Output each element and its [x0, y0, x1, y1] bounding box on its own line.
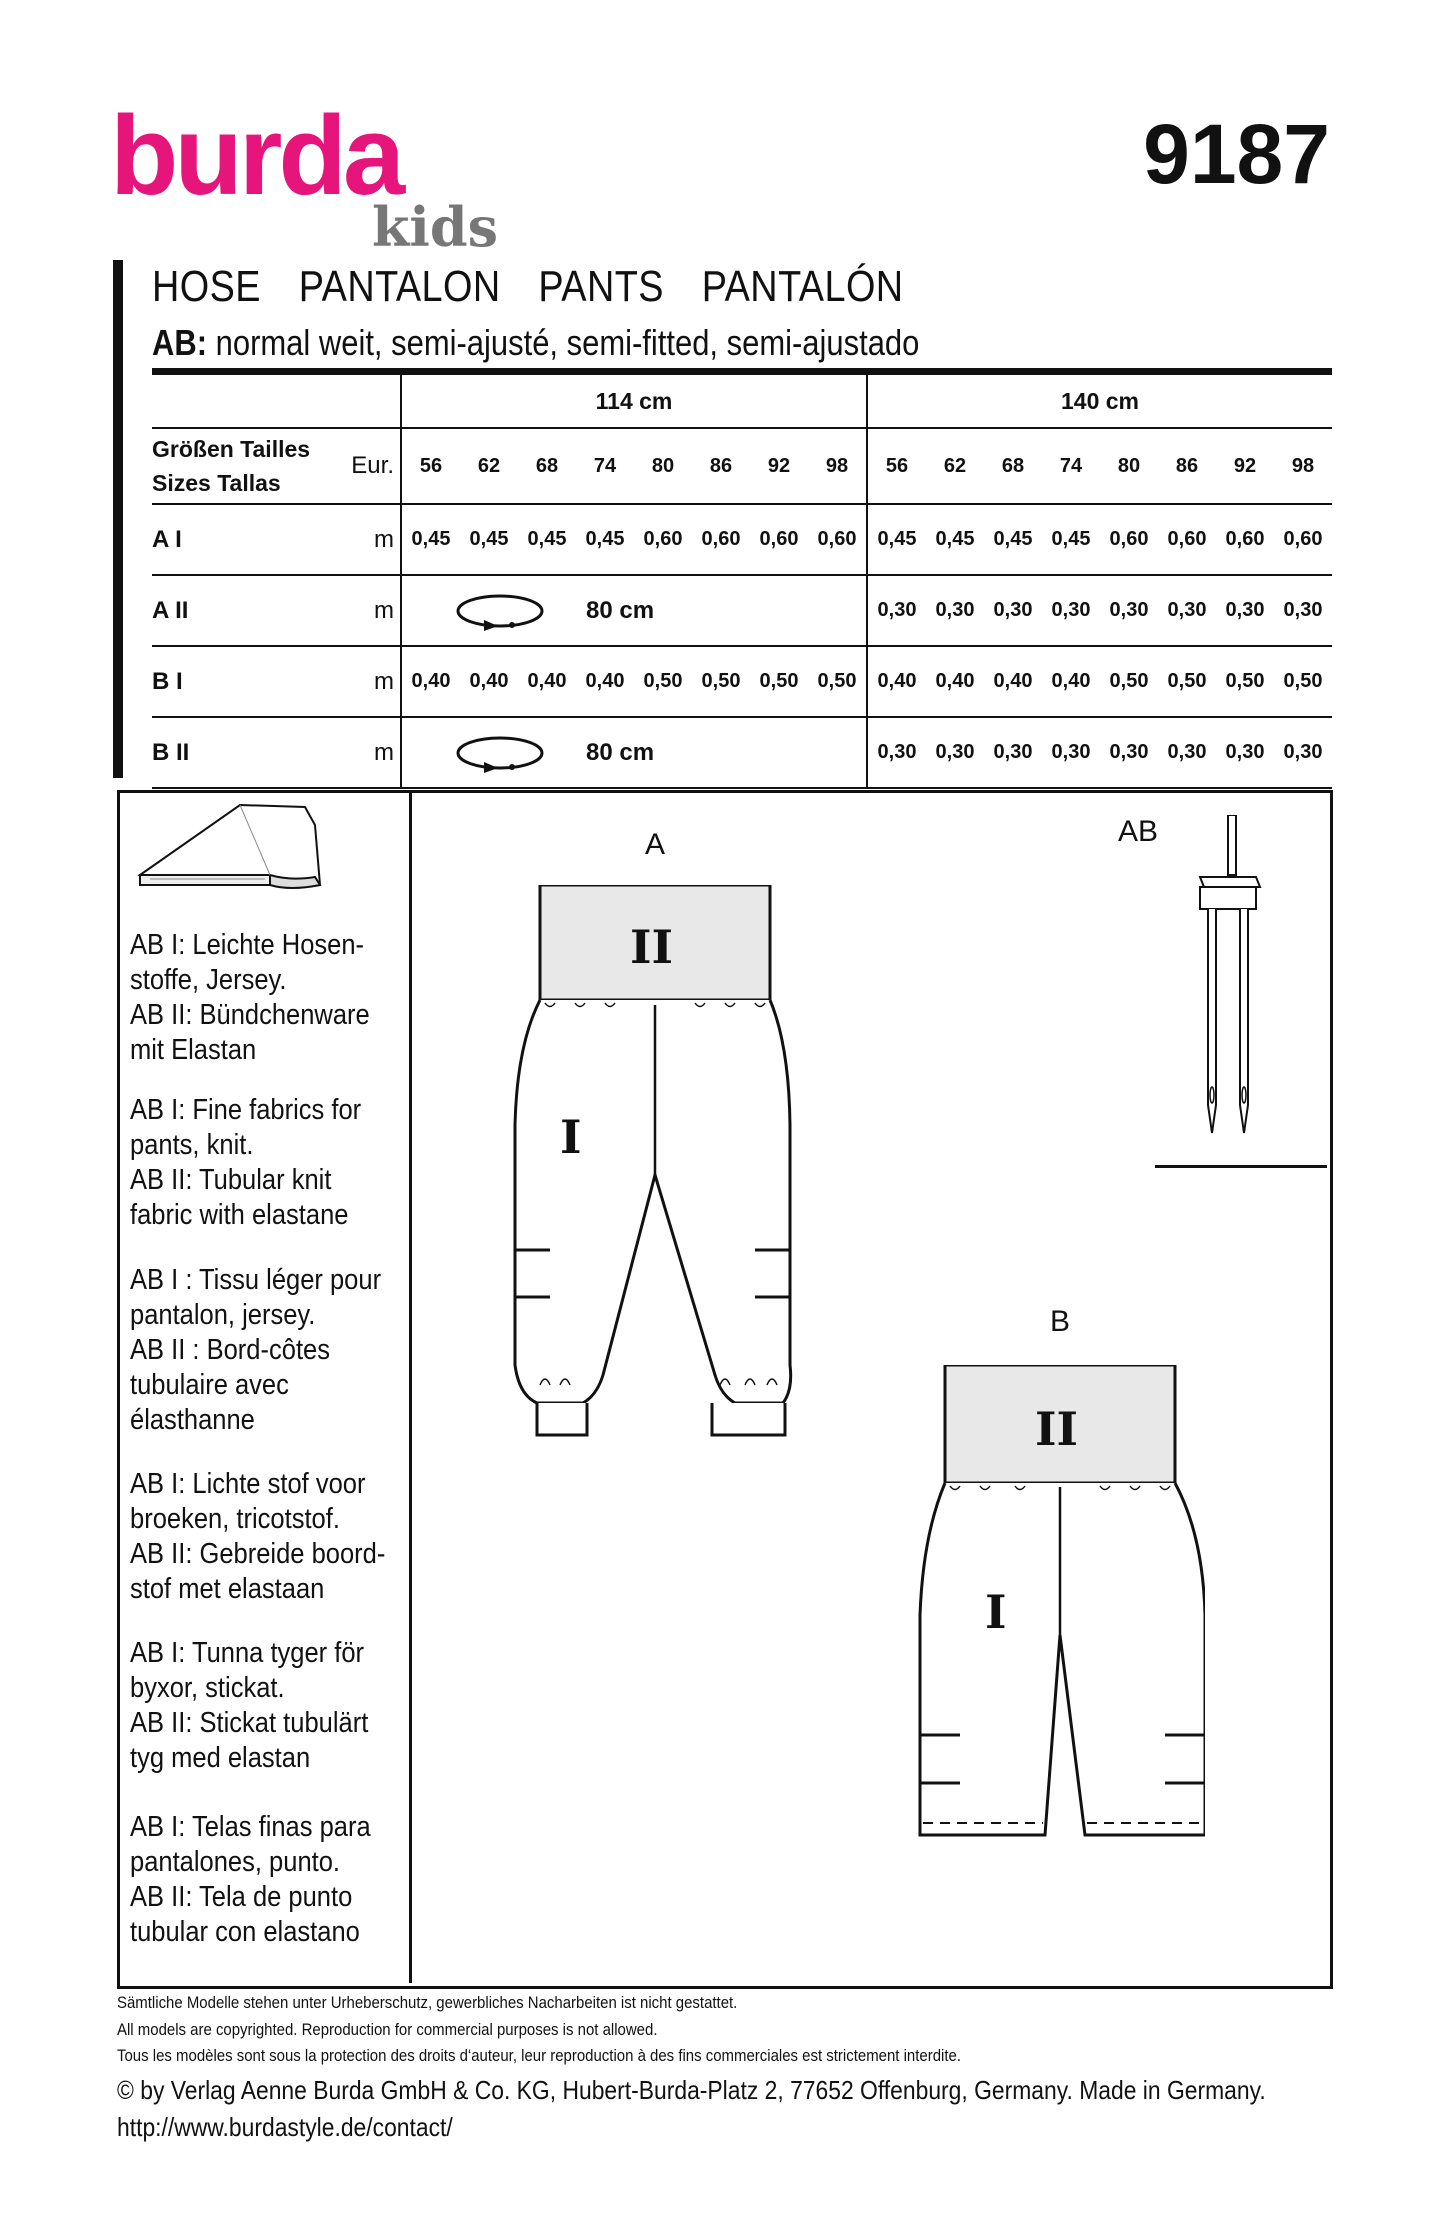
size-cell: 92 — [750, 428, 808, 504]
desc-line: tubulaire avec — [130, 1369, 289, 1401]
desc-line: AB I: Fine fabrics for — [130, 1094, 362, 1126]
value-cell: 0,60 — [1216, 504, 1274, 575]
value-cell: 0,40 — [460, 646, 518, 717]
publisher-info: © by Verlag Aenne Burda GmbH & Co. KG, Hubert-Burda-Platz 2, 77652 Offenburg, Germany. Made in Germany. — [117, 2075, 1266, 2105]
desc-line: AB I: Leichte Hosen- — [130, 929, 365, 961]
desc-line: AB II: Bündchenware — [130, 999, 370, 1031]
row-unit: m — [338, 575, 401, 646]
value-cell: 0,30 — [1274, 717, 1332, 788]
piece-b-ii: II — [1035, 1402, 1079, 1456]
value-cell: 0,40 — [576, 646, 634, 717]
fabric-desc-de — [130, 928, 376, 1068]
sizes-label — [152, 428, 338, 504]
value-cell: 0,50 — [750, 646, 808, 717]
desc-line: pantalon, jersey. — [130, 1299, 316, 1331]
value-cell: 0,30 — [926, 575, 984, 646]
value-cell: 0,50 — [1274, 646, 1332, 717]
size-cell: 56 — [867, 428, 926, 504]
value-cell: 0,30 — [1158, 717, 1216, 788]
row-label: B I — [152, 646, 338, 717]
tubular-width: 80 cm — [586, 738, 655, 766]
value-cell: 0,45 — [460, 504, 518, 575]
value-cell: 0,30 — [1158, 575, 1216, 646]
value-cell: 0,60 — [750, 504, 808, 575]
desc-line: AB I: Lichte stof voor — [130, 1468, 366, 1500]
size-cell: 98 — [808, 428, 867, 504]
size-cell: 86 — [692, 428, 750, 504]
value-cell: 0,40 — [867, 646, 926, 717]
table-row — [152, 646, 1332, 717]
desc-line: AB I: Tunna tyger för — [130, 1637, 365, 1669]
desc-line: AB II : Bord-côtes — [130, 1334, 330, 1366]
value-cell: 0,30 — [1042, 575, 1100, 646]
width-140: 140 cm — [867, 372, 1332, 429]
desc-line: tyg med elastan — [130, 1742, 311, 1774]
desc-line: élasthanne — [130, 1404, 255, 1436]
title-fr: PANTALON — [298, 262, 501, 311]
table-corner — [152, 372, 401, 429]
desc-line: pantalones, punto. — [130, 1846, 341, 1878]
page-title — [152, 262, 941, 312]
sizes-label-1: Größen Tailles — [152, 436, 311, 462]
value-cell: 0,45 — [518, 504, 576, 575]
table-width-header — [152, 372, 1332, 429]
value-cell: 0,45 — [984, 504, 1042, 575]
value-cell: 0,60 — [1100, 504, 1158, 575]
value-cell: 0,50 — [1100, 646, 1158, 717]
table-size-header — [152, 428, 1332, 504]
size-cell: 68 — [984, 428, 1042, 504]
desc-line: mit Elastan — [130, 1034, 257, 1066]
row-unit: m — [338, 646, 401, 717]
value-cell: 0,50 — [634, 646, 692, 717]
fabric-desc-fr — [130, 1263, 382, 1438]
size-cell: 86 — [1158, 428, 1216, 504]
value-cell: 0,30 — [1100, 717, 1158, 788]
desc-line: AB II: Gebreide boord- — [130, 1538, 386, 1570]
desc-line: broeken, tricotstof. — [130, 1503, 340, 1535]
unit-header: Eur. — [338, 428, 401, 504]
tubular-loop-icon — [454, 733, 546, 773]
size-cell: 62 — [926, 428, 984, 504]
desc-line: AB II: Tela de punto — [130, 1881, 353, 1913]
fabric-desc-en — [130, 1093, 376, 1233]
tubular-cell — [401, 717, 867, 788]
value-cell: 0,30 — [867, 717, 926, 788]
view-ab-label: AB — [1118, 815, 1159, 848]
value-cell: 0,30 — [1216, 575, 1274, 646]
value-cell: 0,40 — [926, 646, 984, 717]
piece-a-i: I — [560, 1110, 582, 1164]
brand-logo: burda — [110, 93, 402, 218]
fit-text: normal weit, semi-ajusté, semi-fitted, semi-ajustado — [207, 322, 920, 363]
desc-line: AB I : Tissu léger pour — [130, 1264, 382, 1296]
row-label: B II — [152, 717, 338, 788]
value-cell: 0,60 — [692, 504, 750, 575]
desc-line: byxor, stickat. — [130, 1672, 285, 1704]
tubular-width: 80 cm — [586, 596, 655, 624]
copyright-en: All models are copyrighted. Reproduction for commercial purposes is not allowed. — [117, 2020, 658, 2039]
fabric-desc-sv — [130, 1636, 376, 1776]
size-cell: 98 — [1274, 428, 1332, 504]
desc-line: fabric with elastane — [130, 1199, 349, 1231]
copyright-de: Sämtliche Modelle stehen unter Urheberschutz, gewerbliches Nacharbeiten ist nicht gestattet. — [117, 1993, 738, 2012]
yardage-table — [152, 368, 1332, 789]
value-cell: 0,30 — [1216, 717, 1274, 788]
fit-description — [152, 322, 919, 364]
value-cell: 0,30 — [1274, 575, 1332, 646]
size-cell: 80 — [634, 428, 692, 504]
value-cell: 0,40 — [401, 646, 460, 717]
desc-line: AB II: Stickat tubulärt — [130, 1707, 369, 1739]
value-cell: 0,60 — [634, 504, 692, 575]
value-cell: 0,50 — [808, 646, 867, 717]
value-cell: 0,30 — [1100, 575, 1158, 646]
value-cell: 0,45 — [926, 504, 984, 575]
pattern-number: 9187 — [1143, 107, 1330, 201]
title-en: PANTS — [538, 262, 664, 311]
fabric-desc-es — [130, 1810, 376, 1950]
desc-line: tubular con elastano — [130, 1916, 360, 1948]
contact-link[interactable]: http://www.burdastyle.de/contact/ — [117, 2112, 453, 2142]
desc-line: AB II: Tubular knit — [130, 1164, 332, 1196]
row-label: A II — [152, 575, 338, 646]
piece-b-i: I — [985, 1585, 1007, 1639]
value-cell: 0,50 — [692, 646, 750, 717]
size-cell: 62 — [460, 428, 518, 504]
view-a-label: A — [645, 828, 666, 861]
twin-needle-icon — [1190, 815, 1280, 1145]
fabric-bolt-icon — [130, 795, 330, 895]
fit-prefix: AB: — [152, 322, 208, 363]
value-cell: 0,60 — [1158, 504, 1216, 575]
table-row — [152, 504, 1332, 575]
value-cell: 0,50 — [1158, 646, 1216, 717]
size-cell: 80 — [1100, 428, 1158, 504]
value-cell: 0,60 — [808, 504, 867, 575]
piece-a-ii: II — [630, 920, 674, 974]
title-de: HOSE — [152, 262, 261, 311]
fabric-desc-nl — [130, 1467, 386, 1607]
value-cell: 0,40 — [1042, 646, 1100, 717]
value-cell: 0,45 — [867, 504, 926, 575]
size-cell: 92 — [1216, 428, 1274, 504]
value-cell: 0,45 — [401, 504, 460, 575]
view-b-label: B — [1050, 1305, 1071, 1338]
value-cell: 0,40 — [984, 646, 1042, 717]
desc-line: stoffe, Jersey. — [130, 964, 287, 996]
value-cell: 0,50 — [1216, 646, 1274, 717]
header-bar — [113, 260, 123, 778]
desc-line: stof met elastaan — [130, 1573, 325, 1605]
value-cell: 0,30 — [984, 575, 1042, 646]
title-es: PANTALÓN — [701, 262, 904, 311]
value-cell: 0,30 — [867, 575, 926, 646]
size-cell: 74 — [1042, 428, 1100, 504]
desc-line: pants, knit. — [130, 1129, 254, 1161]
copyright-fr: Tous les modèles sont sous la protection des droits d‘auteur, leur reproduction à des fins commerciales est strictement interdite. — [117, 2046, 962, 2065]
value-cell: 0,30 — [984, 717, 1042, 788]
width-114: 114 cm — [401, 372, 867, 429]
brand-logo-sub: kids — [372, 195, 499, 259]
row-unit: m — [338, 717, 401, 788]
value-cell: 0,45 — [576, 504, 634, 575]
sizes-label-2: Sizes Tallas — [152, 470, 281, 496]
size-cell: 74 — [576, 428, 634, 504]
size-cell: 68 — [518, 428, 576, 504]
needle-divider — [1155, 1165, 1327, 1168]
table-row — [152, 717, 1332, 788]
value-cell: 0,45 — [1042, 504, 1100, 575]
value-cell: 0,30 — [926, 717, 984, 788]
value-cell: 0,30 — [1042, 717, 1100, 788]
row-label: A I — [152, 504, 338, 575]
desc-line: AB I: Telas finas para — [130, 1811, 371, 1843]
tubular-cell — [401, 575, 867, 646]
row-unit: m — [338, 504, 401, 575]
value-cell: 0,40 — [518, 646, 576, 717]
table-row — [152, 575, 1332, 646]
tubular-loop-icon — [454, 591, 546, 631]
value-cell: 0,60 — [1274, 504, 1332, 575]
size-cell: 56 — [401, 428, 460, 504]
